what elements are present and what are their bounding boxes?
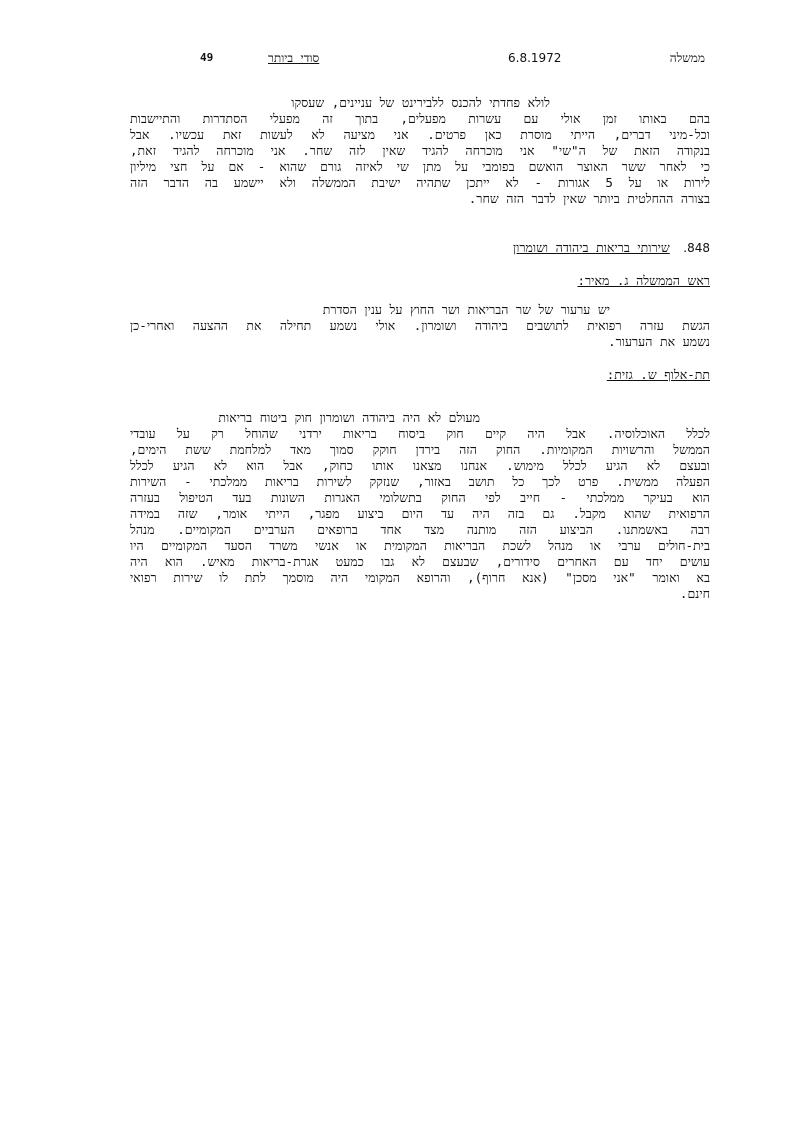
text-line: הרפואית שהוא מקבל. גם בזה היה עד היום ביצוע מפגר, הייתי אומר, שזה במידה (130, 506, 710, 521)
text-line: בית-חולים ערבי או מנהל לשכת הבריאות המקומית או אנשי משרד הסעד המקומיים היו (130, 538, 710, 553)
text-line: לירות או על 5 אגורות - לא ייתכן שתהיה ישיבת הממשלה ולא יישמע בה הדבר הזה (130, 175, 710, 190)
paragraph-finance-minister (130, 95, 710, 207)
agenda-item-title: שירותי בריאות ביהודה ושומרון (512, 240, 670, 255)
text-line: הפעלה ממשית. פרט לכך כל תושב באזור, שנזקק לשירות בריאות ממלכתי - השירות (130, 474, 710, 489)
header-ministry: ממשלה (669, 51, 705, 65)
text-line: כי לאחר ששר האוצר הואשם בפומבי על מתן שי לאיזה גורם שהוא - אם על חצי מיליון (130, 159, 710, 174)
header-page-number: 49 (200, 51, 214, 64)
text-line: ובעצם לא הגיע לכלל מימוש. אנחנו מצאנו אותו כחוק, אבל הוא לא הגיע לכלל (130, 458, 710, 473)
text-line: עושים יחד עם האחרים סידורים, שבעצם לא גבו כמעט אגרת-בריאות מאיש. הוא היה (130, 554, 710, 569)
text-line: הגשת עזרה רפואית לתושבים ביהודה ושומרון. אולי נשמע תחילה את ההצעה ואחרי-כן (130, 318, 710, 333)
text-line: רבה באשמתנו. הביצוע הזה מותנה מצד אחד ברופאים הערביים המקומיים. מנהל (130, 522, 710, 537)
agenda-item (513, 240, 710, 256)
agenda-item-number: 848. (683, 241, 710, 255)
text-line: לולא פחדתי להכנס ללבירינט של עניינים, שעסקו (291, 95, 550, 110)
header-date: 6.8.1972 (508, 51, 562, 65)
paragraph-appeal (130, 302, 710, 350)
text-line: בנקודה הזאת של ה"שי" אני מוכרחה להגיד שאין לזה שחר. אני מוכרחה להגיד זאת, (130, 143, 710, 158)
text-line: וכל-מיני דברים, הייתי מוסרת כאן פרטים. אני מציעה לא לעשות זאת עכשיו. אבל (130, 127, 710, 142)
speaker-prime-minister: ראש הממשלה ג. מאיר: (577, 273, 710, 288)
text-line: הממשל והרשויות המקומיות. החוק הזה בירדן חוקק סמוך מאד למלחמת ששת הימים, (130, 442, 710, 457)
text-line: חינם. (679, 586, 710, 601)
text-line: בצורה ההחלטית ביותר שאין לדבר הזה שחר. (468, 191, 710, 206)
speaker-gazit: תת-אלוף ש. גזית: (606, 367, 710, 382)
text-line: בהם באותו זמן אולי עם עשרות מפעלים, בתוך זה מפעלי הסתדרות והתיישבות (130, 111, 710, 126)
text-line: יש ערעור של שר הבריאות ושר החוץ על ענין הסדרת (322, 302, 610, 317)
text-line: הוא בעיקר ממלכתי - חייב לפי החוק בתשלומי האגרות השונות בעד הטיפול בעזרה (130, 490, 710, 505)
header-classification: סודי ביותר (268, 51, 320, 65)
text-line: נשמע את הערעור. (608, 334, 710, 349)
text-line: מעולם לא היה ביהודה ושומרון חוק ביטוח בריאות (218, 410, 480, 425)
text-line: לכלל האוכלוסיה. אבל היה קיים חוק ביסוח בריאות ירדני שהוחל רק על עובדי (130, 426, 710, 441)
paragraph-health-insurance (130, 410, 710, 602)
text-line: בא ואומר "אני מסכן" (אנא חרוף), והרופא המקומי היה מוסמך לתת לו שירות רפואי (130, 570, 710, 585)
